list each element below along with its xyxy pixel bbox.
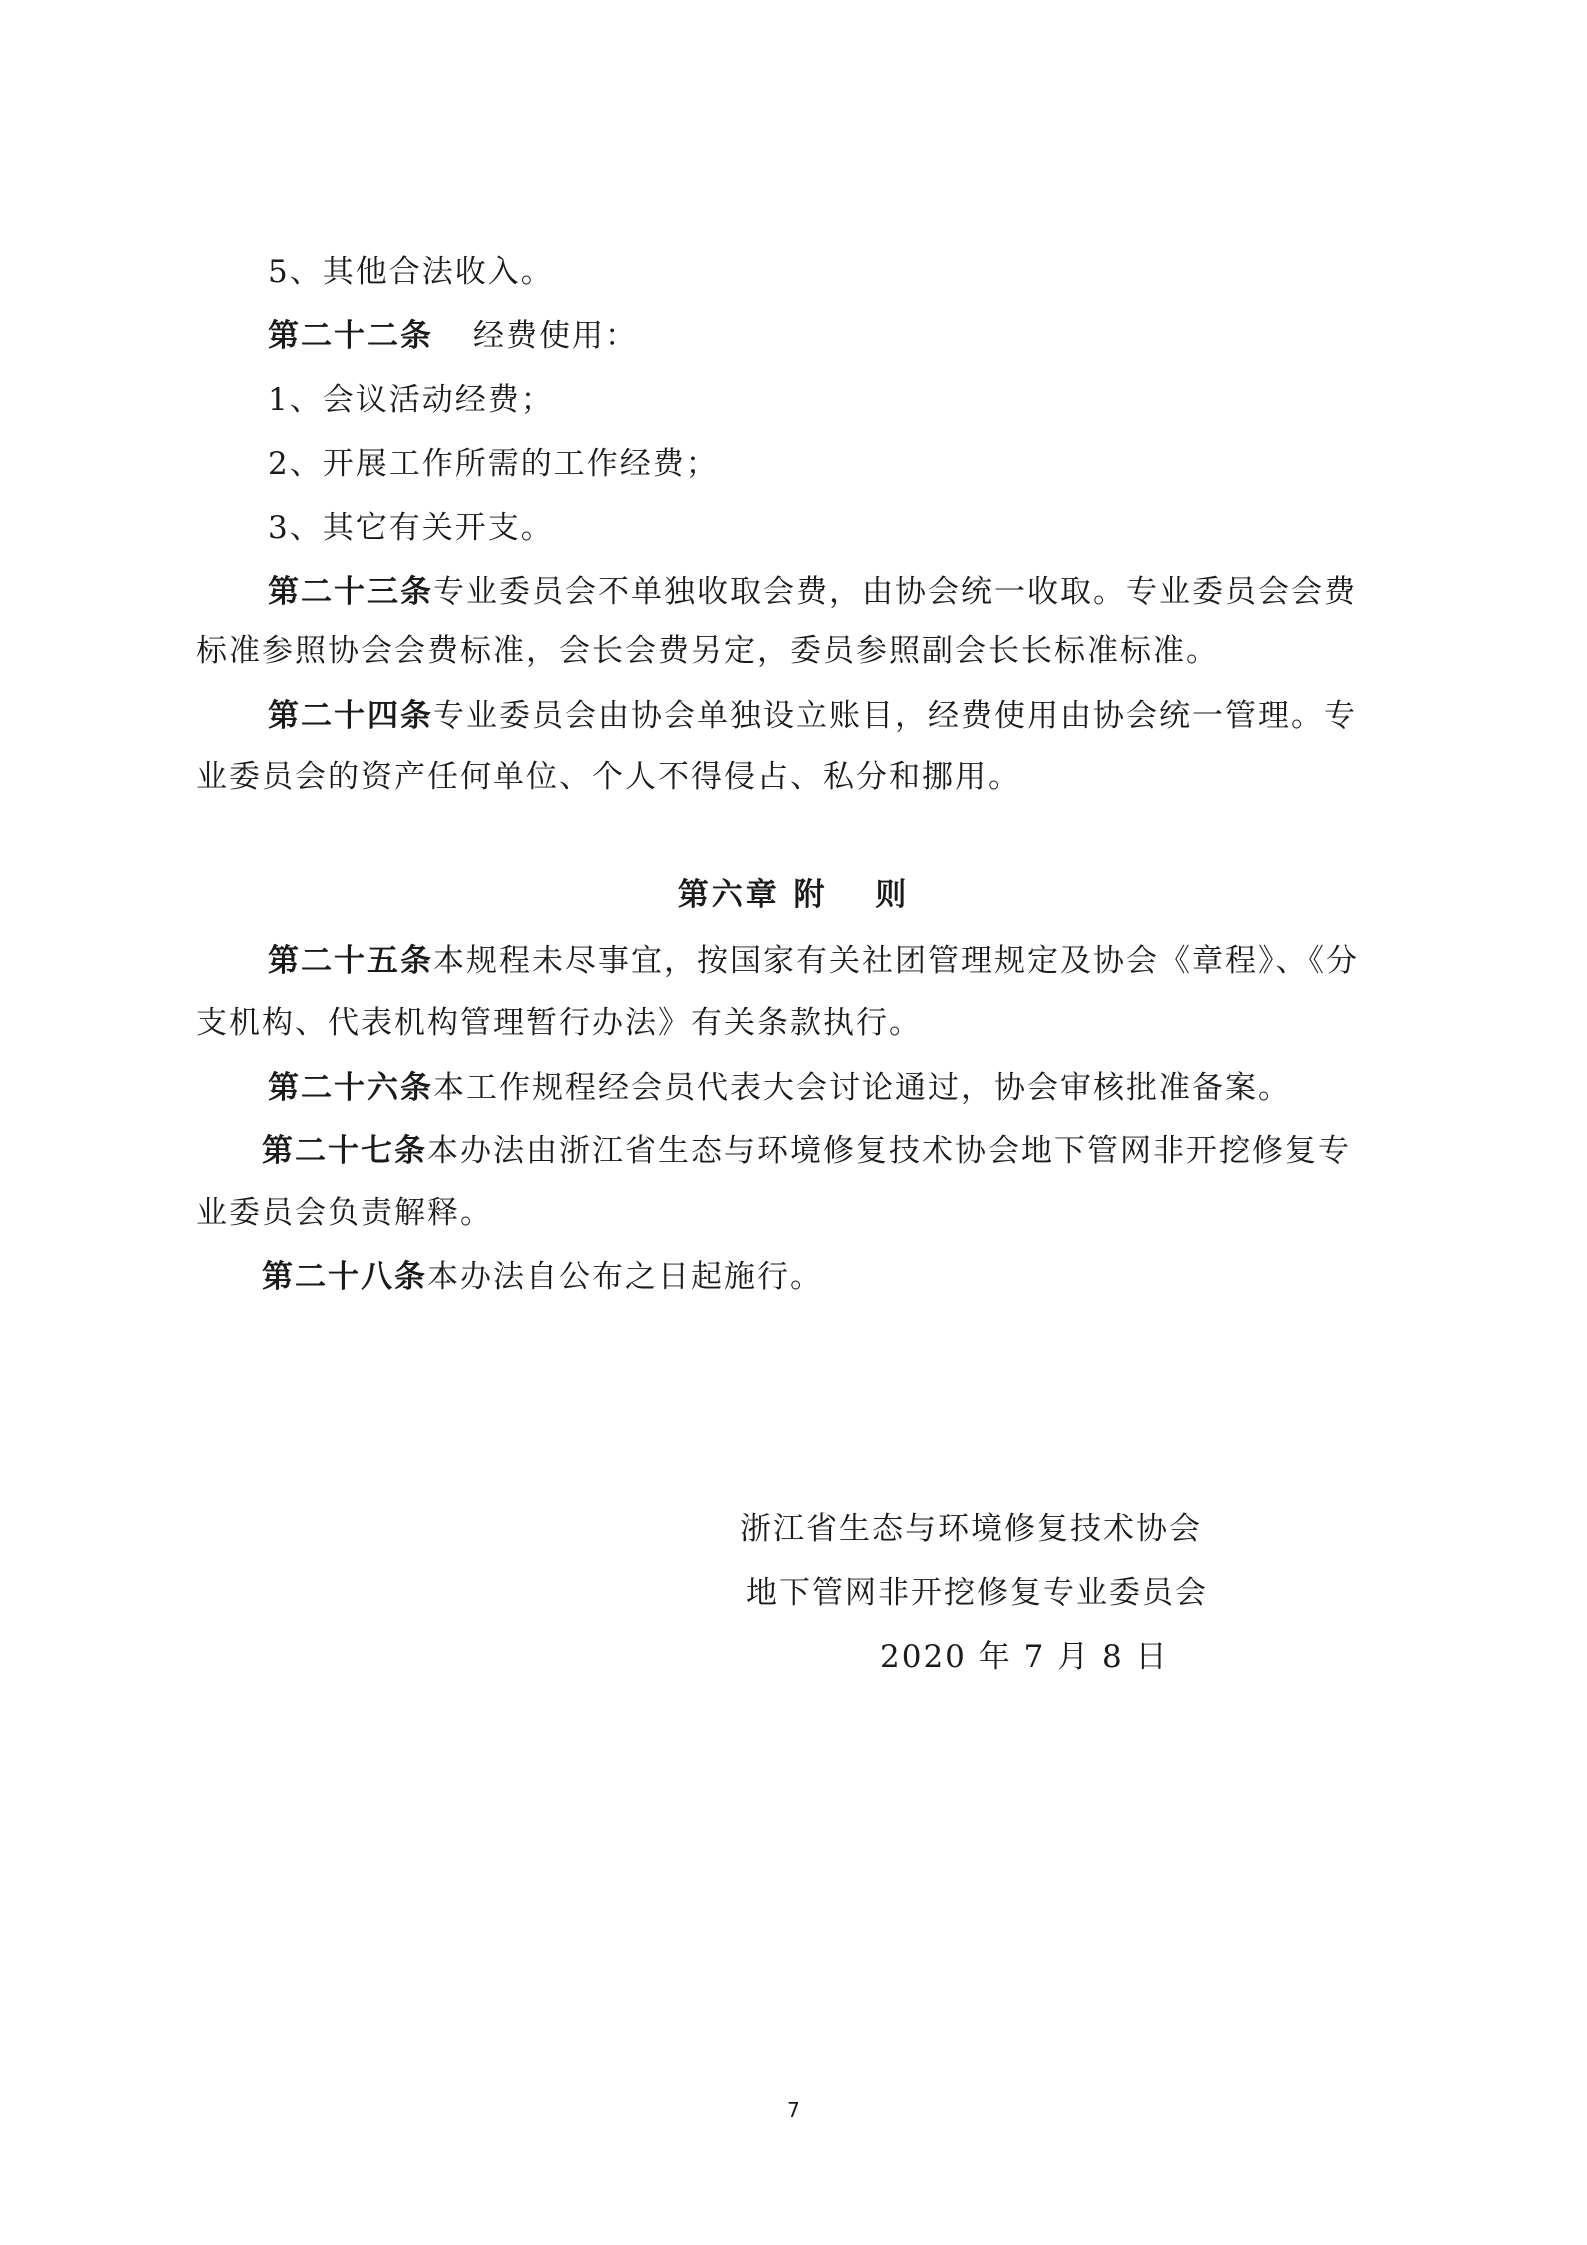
expense-item-2-text: 2、开展工作所需的工作经费； — [268, 446, 719, 482]
article-26 — [268, 1068, 1291, 1108]
article-23-label: 第二十三条 — [268, 574, 433, 610]
expense-item-2 — [268, 444, 719, 484]
article-27-line-2 — [196, 1193, 493, 1233]
article-24-line-2 — [196, 757, 1021, 797]
expense-item-3-text: 3、其它有关开支。 — [268, 510, 554, 546]
expense-item-3 — [268, 508, 554, 548]
article-22-label: 第二十二条 — [268, 318, 433, 354]
article-24-text-2: 业委员会的资产任何单位、个人不得侵占、私分和挪用。 — [196, 759, 1021, 795]
expense-item-1 — [268, 380, 554, 420]
article-28 — [262, 1257, 823, 1297]
article-27-text-1: 本办法由浙江省生态与环境修复技术协会地下管网非开挖修复专 — [427, 1133, 1351, 1169]
article-26-label: 第二十六条 — [268, 1070, 433, 1106]
article-24-text-1: 专业委员会由协会单独设立账目，经费使用由协会统一管理。专 — [433, 698, 1357, 734]
page-number: 7 — [787, 2098, 800, 2122]
article-23-text-1: 专业委员会不单独收取会费，由协会统一收取。专业委员会会费 — [433, 574, 1357, 610]
signature-org-2: 地下管网非开挖修复专业委员会 — [746, 1575, 1208, 1611]
article-22 — [268, 316, 638, 356]
article-25-text-1: 本规程未尽事宜，按国家有关社团管理规定及协会《章程》、《分 — [433, 943, 1359, 979]
income-item-5-text: 5、其他合法收入。 — [268, 254, 554, 290]
article-25-label: 第二十五条 — [268, 943, 433, 979]
article-27-text-2: 业委员会负责解释。 — [196, 1195, 493, 1231]
article-22-text: 经费使用： — [473, 318, 638, 354]
income-item-5 — [268, 252, 554, 292]
chapter-heading: 第六章 附 则 — [677, 877, 910, 913]
article-24-line-1 — [268, 696, 1395, 736]
article-23-line-2 — [196, 631, 1219, 671]
article-24-label: 第二十四条 — [268, 698, 433, 734]
article-28-label: 第二十八条 — [262, 1259, 427, 1295]
article-23-line-1 — [268, 572, 1395, 612]
article-27-label: 第二十七条 — [262, 1133, 427, 1169]
article-25-line-2 — [196, 1003, 922, 1043]
expense-item-1-text: 1、会议活动经费； — [268, 382, 554, 418]
article-23-text-2: 标准参照协会会费标准，会长会费另定，委员参照副会长长标准标准。 — [196, 633, 1219, 669]
article-27-line-1 — [262, 1131, 1351, 1171]
article-25-text-2: 支机构、代表机构管理暂行办法》有关条款执行。 — [196, 1005, 922, 1041]
article-28-text: 本办法自公布之日起施行。 — [427, 1259, 823, 1295]
article-26-text: 本工作规程经会员代表大会讨论通过，协会审核批准备案。 — [433, 1070, 1291, 1106]
signature-date: 2020 年 7 月 8 日 — [880, 1639, 1169, 1675]
signature-org-1: 浙江省生态与环境修复技术协会 — [740, 1511, 1202, 1547]
article-25-line-1 — [268, 941, 1359, 981]
